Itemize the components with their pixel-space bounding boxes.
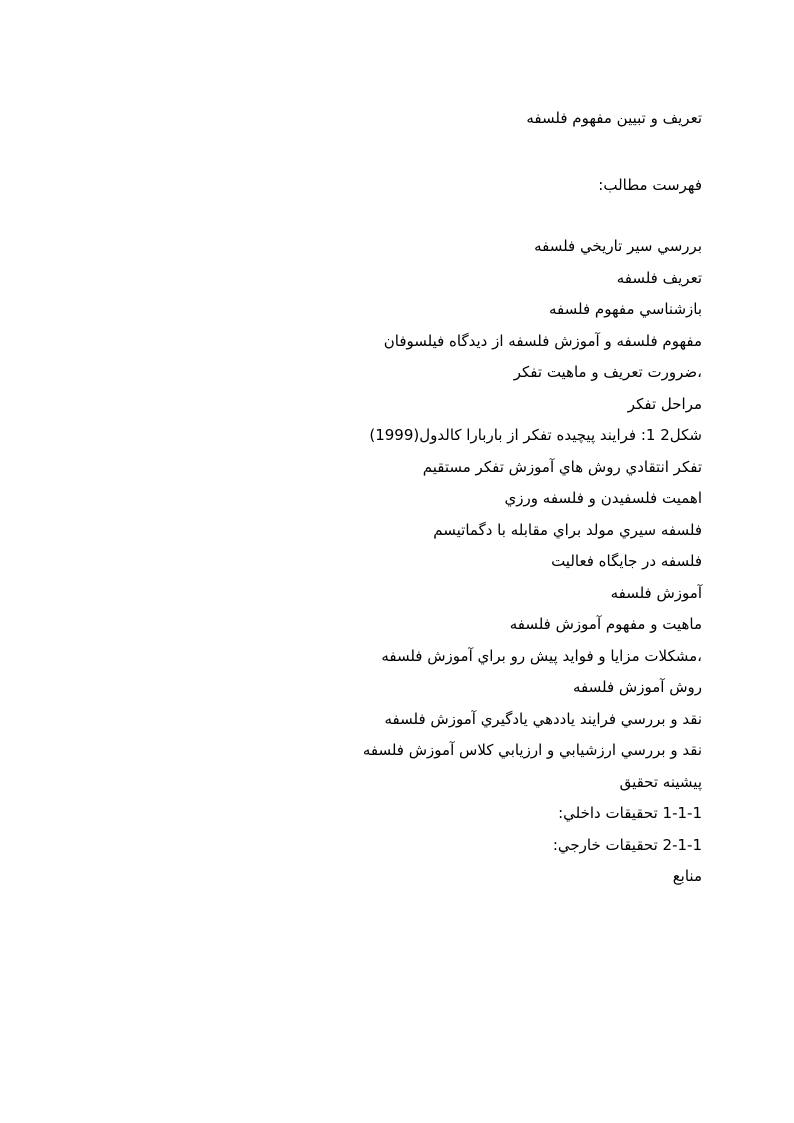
toc-item: پيشينه تحقيق (619, 772, 702, 791)
toc-item: ،مشكلات مزايا و فوايد پيش رو براي آموزش فلسفه (381, 646, 702, 665)
toc-item: 1-1-1 تحقيقات داخلي: (558, 804, 702, 822)
toc-item: تعريف فلسفه (616, 268, 702, 287)
toc-item: مفهوم فلسفه و آموزش فلسفه از ديدگاه فيلسوفان (383, 331, 702, 350)
toc-item: تفكر انتقادي روش هاي آموزش تفكر مستقيم (422, 457, 702, 476)
toc-item: اهميت فلسفيدن و فلسفه ورزي (504, 489, 702, 507)
toc-item: آموزش فلسفه (610, 583, 702, 602)
toc-item: منابع (672, 867, 702, 885)
toc-item: نقد و بررسي ارزشيابي و ارزيابي كلاس آموزش فلسفه (362, 741, 702, 759)
toc-item: فلسفه سيري مولد براي مقابله با دگماتيسم (433, 520, 702, 539)
toc-item: بازشناسي مفهوم فلسفه (549, 300, 702, 318)
toc-item: ماهيت و مفهوم آموزش فلسفه (509, 615, 702, 633)
toc-list (242, 236, 702, 898)
toc-heading: فهرست مطالب: (598, 176, 702, 194)
toc-item: روش آموزش فلسفه (573, 678, 702, 696)
toc-item: بررسي سير تاريخي فلسفه (534, 237, 702, 255)
document-title: تعريف و تبيين مفهوم فلسفه (526, 109, 702, 127)
toc-item: نقد و بررسي فرايند ياددهي يادگيري آموزش فلسفه (384, 709, 702, 728)
toc-item: فلسفه در جايگاه فعاليت (551, 552, 702, 570)
toc-item: ،ضرورت تعريف و ماهيت تفكر (513, 363, 702, 381)
toc-item: شكل2 1: فرايند پيچيده تفكر از باربارا كالدول(1999) (369, 426, 702, 444)
toc-item: مراحل تفكر (627, 394, 702, 413)
toc-item: 2-1-1 تحقيقات خارجي: (552, 835, 702, 854)
